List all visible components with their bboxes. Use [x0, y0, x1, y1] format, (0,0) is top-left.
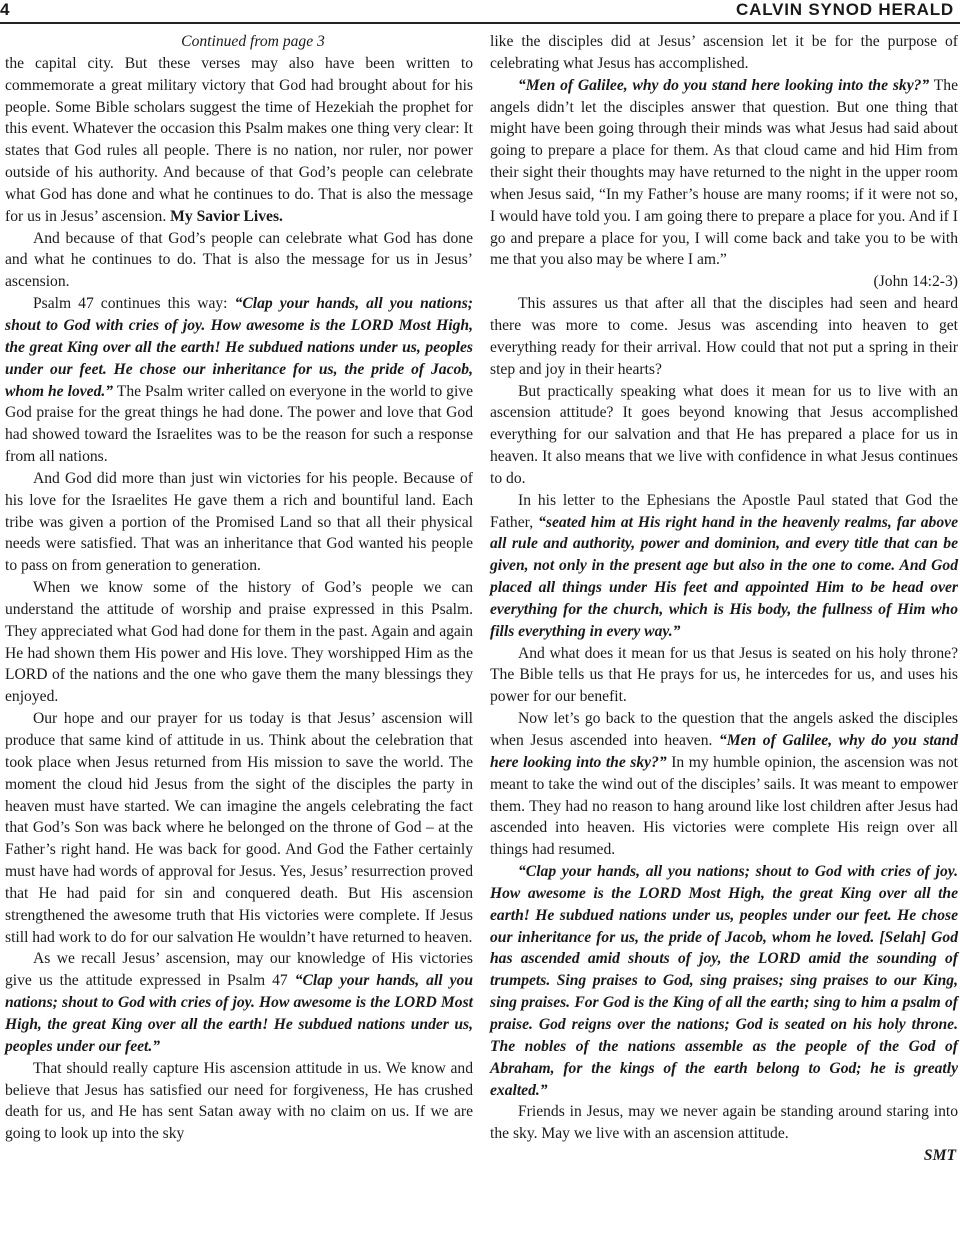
page-number: 4 [0, 0, 10, 19]
scripture-quote: “Clap your hands, all you nations; shout to God with cries of joy. How awesome is the LORD Most High, the great King over all the earth! He subdued nations under us, peoples under our feet.” [5, 972, 473, 1055]
paragraph [5, 293, 473, 468]
continued-note: Continued from page 3 [181, 33, 325, 50]
paragraph: When we know some of the history of God’s people we can understand the attitude of worship and praise expressed in this Psalm. They appreciated what God had done for them in the past. Again and again He had shown them His power and His love. They worshipped Him as the LORD of the nations and the one who gave them the many blessings they enjoyed. [5, 579, 473, 706]
paragraph: But practically speaking what does it mean for us to live with an ascension attitude? It goes beyond knowing that Jesus accomplished everything for our salvation and that He has prepared a place for us in heaven. It also means that we live with confidence in what Jesus continues to do. [490, 382, 958, 487]
paragraph: Friends in Jesus, may we never again be standing around staring into the sky. May we live with an ascension attitude. [490, 1103, 958, 1143]
scripture-quote: “Men of Galilee, why do you stand here looking into the sky?” [518, 76, 930, 94]
paragraph-text: Now let’s go back to the question that the angels asked the disciples when Jesus ascended into heaven. [490, 710, 958, 749]
paragraph-text: Psalm 47 continues this way: [33, 295, 235, 313]
paragraph: This assures us that after all that the disciples had seen and heard there was more to come. Jesus was ascending into heaven to get everything ready for their arrival. How could that not put a spring in their step and joy in their hearts? [490, 295, 958, 378]
scripture-quote: “seated him at His right hand in the heavenly realms, far above all rule and authority, power and dominion, and every title that can be given, not only in the present age but also in the one to come. And God placed all things under His feet and appointed Him to be head over everything for the church, which is His body, the fullness of Him who fills everything in every way.” [490, 513, 958, 640]
paragraph-text: The angels didn’t let the disciples answer that question. But one thing that might have been going through their minds was what Jesus had said about going to prepare a place for them. As that cloud came and hid Him from their sight their thoughts may have returned to the night in the upper room when Jesus said, “In my Father’s house are many rooms; if it were not so, I would have told you. I am going there to prepare a place for you. And if I go and prepare a place for you, I will come back and take you to be with me that you also may be where I am.” [490, 76, 958, 269]
page-header [0, 0, 960, 24]
paragraph [490, 75, 958, 272]
paragraph-text: In his letter to the Ephesians the Apostle Paul stated that God the Father, [490, 491, 958, 531]
scripture-quote: “Clap your hands, all you nations; shout to God with cries of joy. How awesome is the LORD Most High, the great King over all the earth! He subdued nations under us, peoples under our feet. He chose our inheritance for us, the pride of Jacob, whom he loved. [Selah] God has ascended amid shouts of joy, the LORD amid the sounding of trumpets. Sing praises to God, sing praises; sing praises to our King, sing praises. For God is the King of all the earth; sing to him a psalm of praise. God reigns over the nations; God is seated on his holy throne. The nobles of the nations assemble as the people of the God of Abraham, for the kings of the earth belong to God; he is greatly exalted.” [490, 863, 958, 1099]
paragraph: And God did more than just win victories for his people. Because of his love for the Israelites He gave them a rich and bountiful land. Each tribe was given a portion of the Promised Land so that all their physical needs were satisfied. That was an inheritance that God wanted his people to pass on from generation to generation. [5, 469, 473, 575]
paragraph [490, 490, 958, 643]
header-rule [0, 22, 960, 24]
scripture-quote: “Men of Galilee, why do you stand here looking into the sky?” [490, 732, 958, 771]
paragraph: like the disciples did at Jesus’ ascension let it be for the purpose of celebrating what Jesus has accomplished. [490, 33, 958, 72]
right-column [490, 31, 958, 1167]
scripture-citation: (John 14:2-3) [873, 273, 958, 291]
emphasis-text: My Savior Lives. [170, 207, 283, 225]
author-signature: SMT [923, 1147, 956, 1165]
paragraph-text: the capital city. But these verses may also have been written to commemorate a great military victory that God had brought about for his people. Some Bible scholars suggest the time of Hezekiah the prophet for this event. Whatever the occasion this Psalm makes one thing very clear: It states that God rules all people. There is no nation, nor ruler, nor power outside of his authority. And because of that God’s people can celebrate what God has done and what he continues to do. That is also the message for us in Jesus’ ascension. [5, 54, 473, 225]
paragraph: And because of that God’s people can celebrate what God has done and what he continues to do. That is also the message for us in Jesus’ ascension. [5, 229, 473, 291]
scripture-quote: “Clap your hands, all you nations; shout to God with cries of joy. How awesome is the LORD Most High, the great King over all the earth! He subdued nations under us, peoples under our feet. He chose our inheritance for us, the pride of Jacob, whom he loved.” [5, 295, 473, 400]
paragraph-text: As we recall Jesus’ ascension, may our knowledge of His victories give us the attitude expressed in Psalm 47 [5, 950, 473, 990]
left-column [5, 31, 473, 1145]
paragraph [5, 53, 473, 228]
paragraph-text: The Psalm writer called on everyone in the world to give God praise for the great things he had done. The power and love that God had showed toward the Israelites was to be the reason for such a response from all nations. [5, 382, 473, 466]
paragraph: Our hope and our prayer for us today is that Jesus’ ascension will produce that same kind of attitude in us. Think about the celebration that took place when Jesus returned from His mission to save the world. The moment the cloud hid Jesus from the sight of the disciples the party in heaven must have started. We can imagine the angels celebrating the fact that God’s Son was back where he belonged on the throne of God – at the Father’s right hand. He was back for good. And God the Father certainly must have had words of approval for Jesus. Yes, Jesus’ resurrection proved that He had paid for sin and conquered death. But His ascension strengthened the awesome truth that His victories were complete. If Jesus still had work to do for our salvation He wouldn’t have returned to heaven. [5, 710, 473, 946]
paragraph [5, 948, 473, 1057]
paragraph: And what does it mean for us that Jesus is seated on his holy throne? The Bible tells us that He prays for us, he intercedes for us, and uses his power for our benefit. [490, 644, 958, 706]
paragraph [490, 708, 958, 861]
publication-title: CALVIN SYNOD HERALD [736, 0, 954, 19]
paragraph-text: In my humble opinion, the ascension was not meant to take the wind out of the disciples’ sails. It was meant to empower them. They had no reason to hang around like lost children after Jesus had ascended into heaven. His victories were complete His reign over all things had resumed. [490, 753, 958, 859]
paragraph: That should really capture His ascension attitude in us. We know and believe that Jesus has satisfied our need for forgiveness, He has crushed death for us, and He has sent Satan away with no claim on us. If we are going to look up into the sky [5, 1059, 473, 1143]
